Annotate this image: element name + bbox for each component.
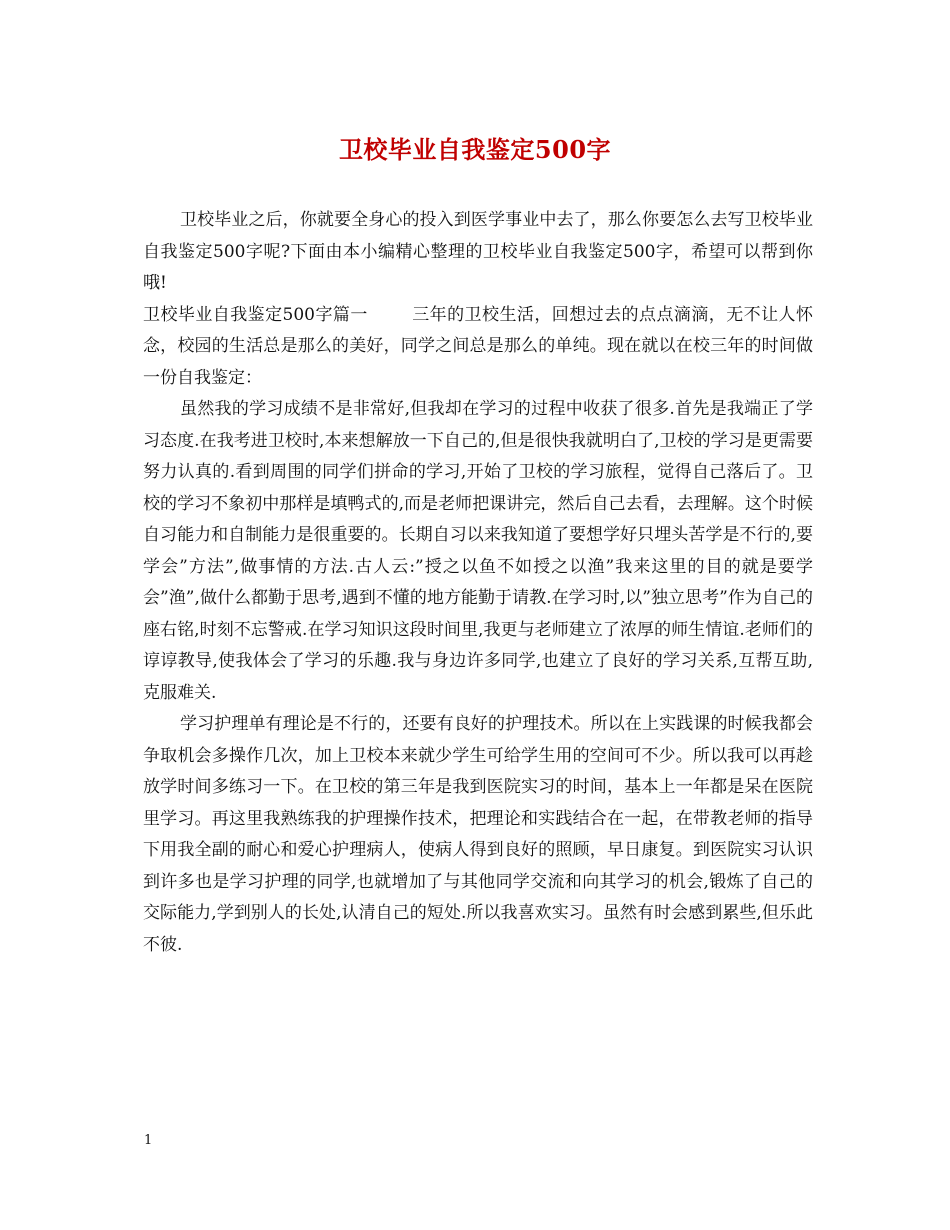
intro-paragraph: 卫校毕业之后，你就要全身心的投入到医学事业中去了，那么你要怎么去写卫校毕业自我鉴定500字呢?下面由本小编精心整理的卫校毕业自我鉴定500字，希望可以帮到你哦!: [143, 210, 813, 293]
page-number: 1: [144, 1133, 153, 1148]
document-body: [143, 205, 813, 961]
section-first-paragraph: 三年的卫校生活，回想过去的点点滴滴，无不让人怀念，校园的生活总是那么的美好，同学之间总是那么的单纯。现在就以在校三年的时间做一份自我鉴定：: [143, 304, 813, 388]
study-paragraph: 虽然我的学习成绩不是非常好,但我却在学习的过程中收获了很多.首先是我端正了学习态度.在我考进卫校时,本来想解放一下自己的,但是很快我就明白了,卫校的学习是更需要努力认真的.看到周围的同学们拼命的学习,开始了卫校的学习旅程，觉得自己落后了。卫校的学习不象初中那样是填鸭式的,而是老师把课讲完，然后自己去看，去理解。这个时候自习能力和自制能力是很重要的。长期自习以来我知道了要想学好只埋头苦学是不行的,要学会”方法”,做事情的方法.古人云:”授之以鱼不如授之以渔”我来这里的目的就是要学会”渔”,做什么都勤于思考,遇到不懂的地方能勤于请教.在学习时,以”独立思考”作为自己的座右铭,时刻不忘警戒.在学习知识这段时间里,我更与老师建立了浓厚的师生情谊.老师们的谆谆教导,使我体会了学习的乐趣.我与身边许多同学,也建立了良好的学习关系,互帮互助,克服难关.: [143, 399, 813, 703]
section-paragraph: [143, 300, 813, 395]
section-heading: 卫校毕业自我鉴定500字篇一: [143, 304, 368, 325]
practice-paragraph: 学习护理单有理论是不行的，还要有良好的护理技术。所以在上实践课的时候我都会争取机会多操作几次，加上卫校本来就少学生可给学生用的空间可不少。所以我可以再趁放学时间多练习一下。在卫校的第三年是我到医院实习的时间，基本上一年都是呆在医院里学习。再这里我熟练我的护理操作技术，把理论和实践结合在一起，在带教老师的指导下用我全副的耐心和爱心护理病人，使病人得到良好的照顾，早日康复。到医院实习认识到许多也是学习护理的同学,也就增加了与其他同学交流和向其学习的机会,锻炼了自己的交际能力,学到别人的长处,认清自己的短处.所以我喜欢实习。虽然有时会感到累些,但乐此不彼.: [143, 714, 813, 955]
document-title: 卫校毕业自我鉴定500字: [338, 135, 612, 164]
